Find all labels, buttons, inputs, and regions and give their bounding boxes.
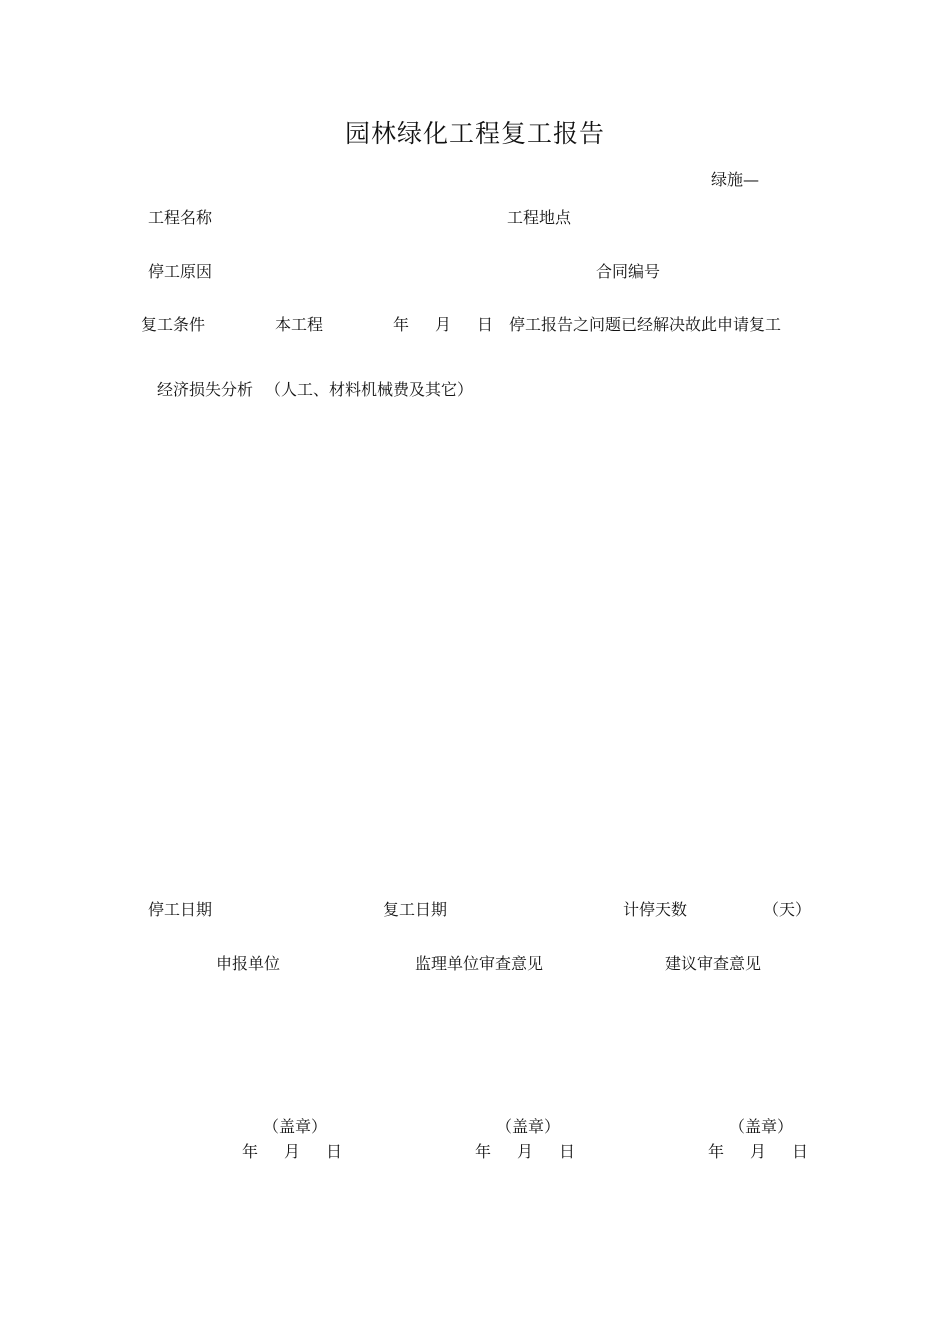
stop-days-label: 计停天数	[623, 900, 688, 919]
page-title: 园林绿化工程复工报告	[344, 119, 605, 148]
advisor-month: 月	[750, 1142, 767, 1161]
days-unit: （天）	[763, 900, 812, 919]
advisor-year: 年	[708, 1142, 725, 1161]
applicant-label: 申报单位	[216, 954, 281, 973]
stop-reason-label: 停工原因	[148, 262, 213, 281]
applicant-day: 日	[326, 1142, 343, 1161]
resume-statement: 停工报告之问题已经解决故此申请复工	[509, 315, 782, 334]
form-code: 绿施—	[711, 170, 760, 189]
applicant-year: 年	[242, 1142, 259, 1161]
this-project-text: 本工程	[275, 315, 324, 334]
supervisor-day: 日	[559, 1142, 576, 1161]
loss-analysis-detail: （人工、材料机械费及其它）	[265, 380, 474, 399]
project-location-label: 工程地点	[507, 208, 572, 227]
resume-year-label: 年	[393, 315, 410, 334]
applicant-month: 月	[284, 1142, 301, 1161]
stop-date-label: 停工日期	[148, 900, 213, 919]
supervisor-month: 月	[517, 1142, 534, 1161]
resume-month-label: 月	[435, 315, 452, 334]
resume-day-label: 日	[477, 315, 494, 334]
advisor-seal: （盖章）	[729, 1117, 794, 1136]
supervisor-year: 年	[475, 1142, 492, 1161]
project-name-label: 工程名称	[148, 208, 213, 227]
loss-analysis-label: 经济损失分析	[157, 380, 254, 399]
supervisor-opinion-label: 监理单位审查意见	[415, 954, 544, 973]
resume-condition-label: 复工条件	[141, 315, 206, 334]
advisor-day: 日	[792, 1142, 809, 1161]
applicant-seal: （盖章）	[263, 1117, 328, 1136]
supervisor-seal: （盖章）	[496, 1117, 561, 1136]
contract-no-label: 合同编号	[596, 262, 661, 281]
advisor-opinion-label: 建议审查意见	[665, 954, 762, 973]
resume-date-label: 复工日期	[383, 900, 448, 919]
